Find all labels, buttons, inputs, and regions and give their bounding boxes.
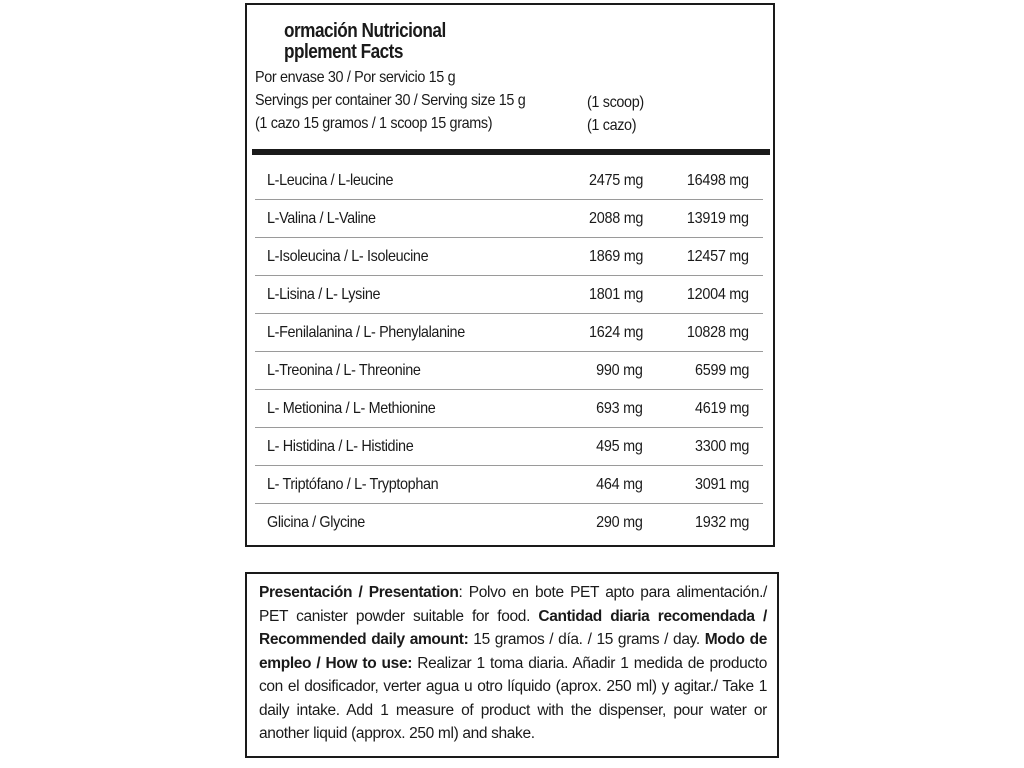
presentation-text: : Polvo en bote PET apto para alimentación./ PET canister powder suitable for food. — [259, 584, 767, 625]
presentation-label: Presentación / Presentation — [259, 584, 459, 601]
row-value-per-serving: 990 mg — [596, 362, 643, 379]
serving-scoop-note: (1 cazo 15 gramos / 1 scoop 15 grams) — [255, 115, 493, 132]
how-to-use-text: Realizar 1 toma diaria. Añadir 1 medida de producto con el dosificador, verter agua u otro líquido (aprox. 250 ml) y agitar./ Take 1 daily intake. Add 1 measure of product with the dispenser, pour water or another liquid (approx. 250 ml) and shake. — [259, 654, 767, 742]
servings-spanish: Por envase 30 / Por servicio 15 g — [255, 69, 456, 86]
row-value-per-serving: 464 mg — [596, 476, 643, 493]
how-to-use-label: Modo de empleo / How to use: — [259, 631, 767, 672]
table-row — [255, 200, 763, 238]
row-name: L- Triptófano / L- Tryptophan — [267, 476, 439, 493]
table-row — [255, 352, 763, 390]
row-name: L-Leucina / L-leucine — [267, 172, 394, 189]
table-row — [255, 162, 763, 200]
table-row — [255, 428, 763, 466]
row-name: Glicina / Glycine — [267, 514, 365, 531]
row-value-per-container: 6599 mg — [694, 362, 749, 379]
row-value-per-serving: 2475 mg — [588, 172, 643, 189]
row-value-per-serving: 693 mg — [596, 400, 643, 417]
panel-title-english: pplement Facts — [284, 41, 403, 63]
row-name: L- Histidina / L- Histidine — [267, 438, 414, 455]
row-value-per-container: 4619 mg — [694, 400, 749, 417]
usage-info-panel — [245, 572, 779, 758]
supplement-facts-panel — [245, 3, 775, 547]
row-value-per-serving: 1624 mg — [588, 324, 643, 341]
row-name: L-Lisina / L- Lysine — [267, 286, 381, 303]
row-value-per-container: 3300 mg — [694, 438, 749, 455]
daily-amount-text: 15 gramos / día. / 15 grams / day. — [468, 631, 705, 648]
row-name: L-Valina / L-Valine — [267, 210, 376, 227]
table-row — [255, 238, 763, 276]
row-value-per-container: 13919 mg — [687, 210, 749, 227]
table-row — [255, 314, 763, 352]
row-value-per-serving: 1869 mg — [588, 248, 643, 265]
table-row — [255, 466, 763, 504]
row-name: L-Isoleucina / L- Isoleucine — [267, 248, 429, 265]
usage-info-text — [259, 581, 767, 746]
row-value-per-container: 10828 mg — [687, 324, 749, 341]
row-value-per-container: 12457 mg — [687, 248, 749, 265]
row-name: L-Fenilalanina / L- Phenylalanine — [267, 324, 465, 341]
amino-acid-table — [255, 162, 763, 542]
row-value-per-container: 1932 mg — [694, 514, 749, 531]
row-value-per-serving: 2088 mg — [588, 210, 643, 227]
header-divider — [252, 149, 770, 155]
table-row — [255, 504, 763, 542]
row-value-per-serving: 1801 mg — [588, 286, 643, 303]
row-value-per-container: 12004 mg — [687, 286, 749, 303]
row-value-per-serving: 290 mg — [596, 514, 643, 531]
column-header-cazo: (1 cazo) — [587, 117, 637, 134]
table-row — [255, 390, 763, 428]
row-name: L-Treonina / L- Threonine — [267, 362, 421, 379]
column-header-scoop: (1 scoop) — [587, 94, 644, 111]
table-row — [255, 276, 763, 314]
row-value-per-serving: 495 mg — [596, 438, 643, 455]
row-name: L- Metionina / L- Methionine — [267, 400, 436, 417]
panel-title-spanish: ormación Nutricional — [284, 20, 446, 42]
row-value-per-container: 16498 mg — [687, 172, 749, 189]
servings-english: Servings per container 30 / Serving size 15 g — [255, 92, 526, 109]
daily-amount-label: Cantidad diaria recomendada / Recommended daily amount: — [259, 607, 767, 648]
row-value-per-container: 3091 mg — [694, 476, 749, 493]
